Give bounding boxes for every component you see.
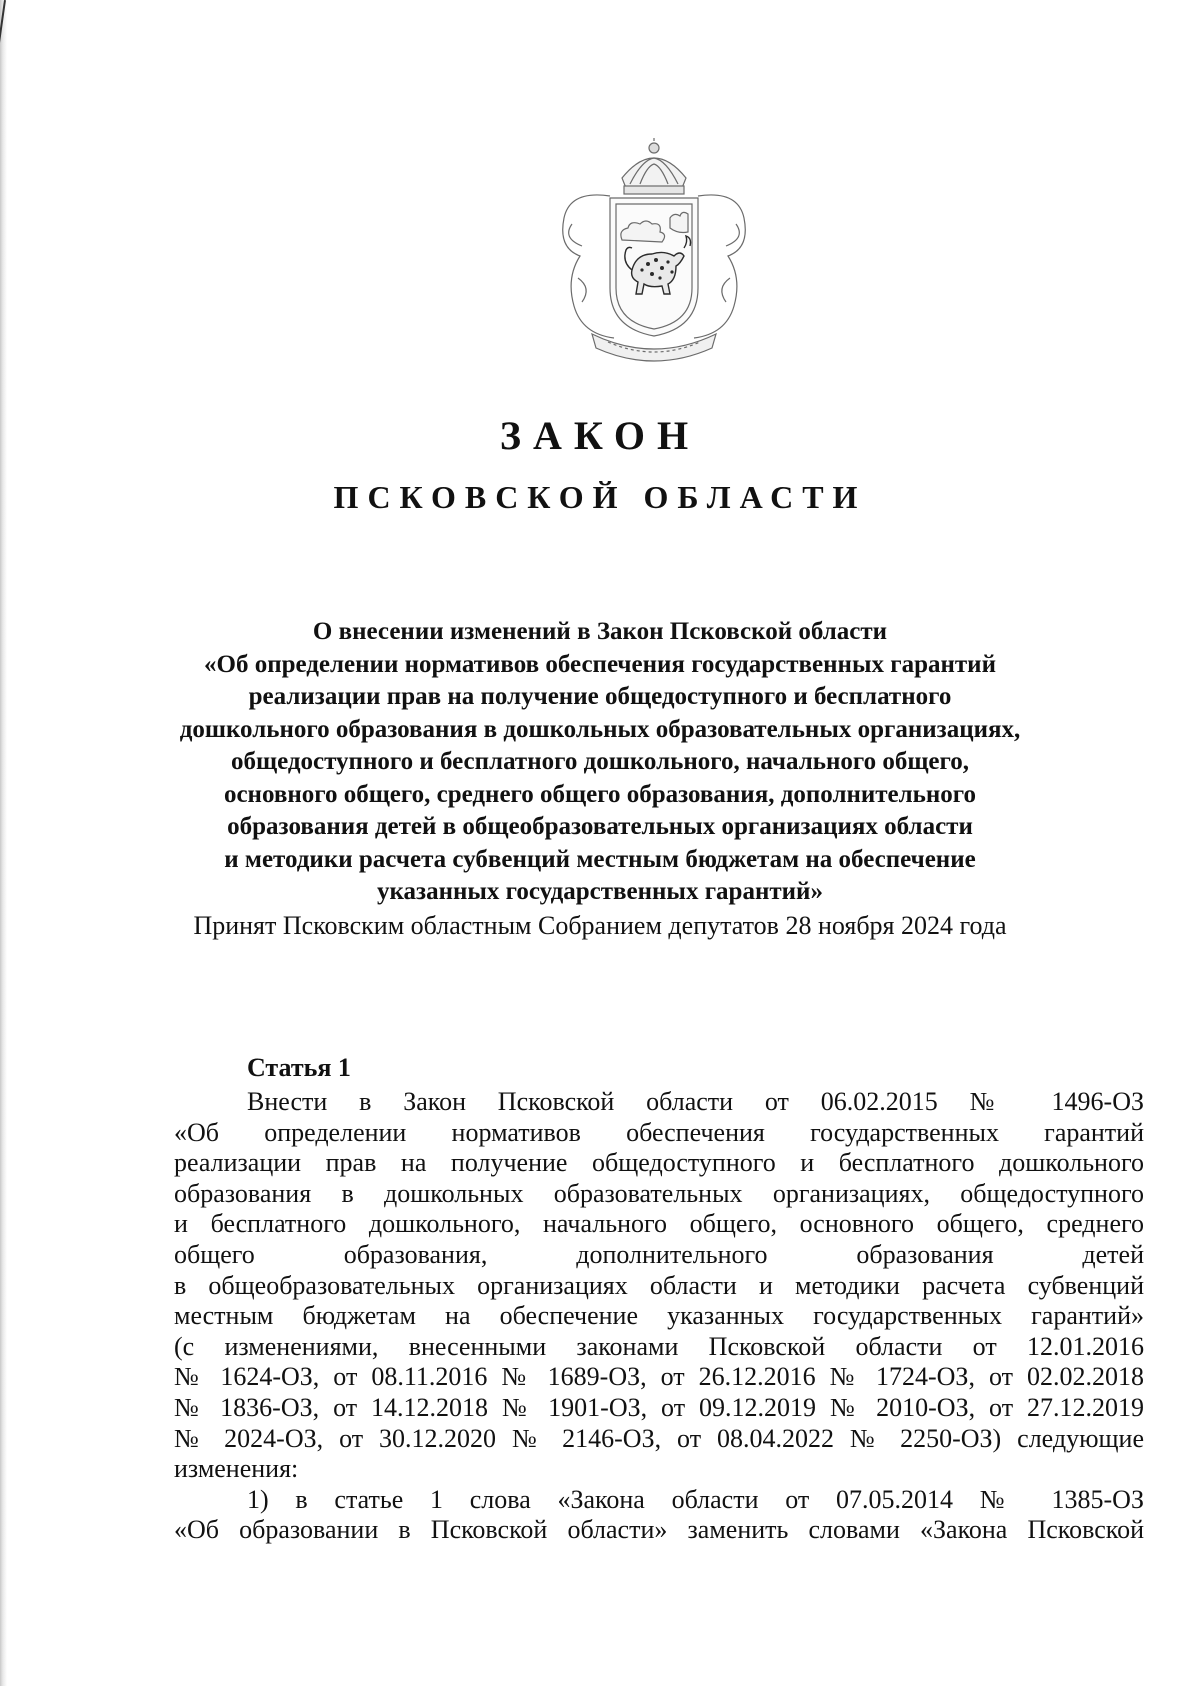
document-subtitle: ПСКОВСКОЙ ОБЛАСТИ (333, 479, 867, 515)
subject-line: «Об определении нормативов обеспечения государственных гарантий (204, 650, 996, 678)
body-line: 1) в статье 1 слова «Закона области от 07.05.2014 № 1385-ОЗ (247, 1484, 1144, 1514)
subject-line: основного общего, среднего общего образования, дополнительного (223, 780, 977, 808)
subject-line: О внесении изменений в Закон Псковской области (312, 618, 888, 645)
article-body (174, 1087, 1144, 1546)
subject-line: и методики расчета субвенций местным бюджетам на обеспечение (224, 845, 976, 873)
body-line: и бесплатного дошкольного, начального общего, основного общего, среднего (174, 1209, 1144, 1239)
body-line: изменения: (174, 1454, 299, 1484)
body-line: «Об образовании в Псковской области» заменить словами «Закона Псковской (174, 1515, 1144, 1545)
body-line: Внести в Закон Псковской области от 06.02.2015 № 1496-ОЗ (247, 1087, 1144, 1116)
article-heading: Статья 1 (247, 1053, 351, 1082)
body-line: в общеобразовательных организациях области и методики расчета субвенций (174, 1270, 1144, 1300)
subject-line: общедоступного и бесплатного дошкольного, начального общего, (230, 748, 970, 775)
subject-line: реализации прав на получение общедоступного и бесплатного (248, 683, 952, 710)
document-title: ЗАКОН (499, 413, 701, 458)
body-line: реализации прав на получение общедоступного и бесплатного дошкольного (174, 1148, 1144, 1178)
subject-line: дошкольного образования в дошкольных образовательных организациях, (179, 715, 1021, 743)
body-line: образования в дошкольных образовательных организациях, общедоступного (174, 1178, 1144, 1208)
subject-line: указанных государственных гарантий» (377, 878, 823, 905)
law-subject (160, 616, 1040, 909)
adoption-note: Принят Псковским областным Собранием депутатов 28 ноября 2024 года (193, 911, 1007, 940)
body-line: (с изменениями, внесенными законами Псковской области от 12.01.2016 (174, 1331, 1144, 1361)
body-line: «Об определении нормативов обеспечения государственных гарантий (174, 1117, 1144, 1147)
scan-edge (0, 0, 7, 1686)
body-line: общего образования, дополнительного образования детей (174, 1239, 1144, 1269)
body-line: № 2024-ОЗ, от 30.12.2020 № 2146-ОЗ, от 08.04.2022 № 2250-ОЗ) следующие (174, 1423, 1144, 1453)
subject-line: образования детей в общеобразовательных организациях области (227, 813, 973, 840)
body-line: № 1624-ОЗ, от 08.11.2016 № 1689-ОЗ, от 26.12.2016 № 1724-ОЗ, от 02.02.2018 (174, 1362, 1144, 1392)
body-line: № 1836-ОЗ, от 14.12.2018 № 1901-ОЗ, от 09.12.2019 № 2010-ОЗ, от 27.12.2019 (174, 1392, 1144, 1422)
crown-icon (622, 158, 686, 188)
coat-of-arms-emblem (552, 138, 756, 364)
body-line: местным бюджетам на обеспечение указанных государственных гарантий» (174, 1301, 1144, 1331)
